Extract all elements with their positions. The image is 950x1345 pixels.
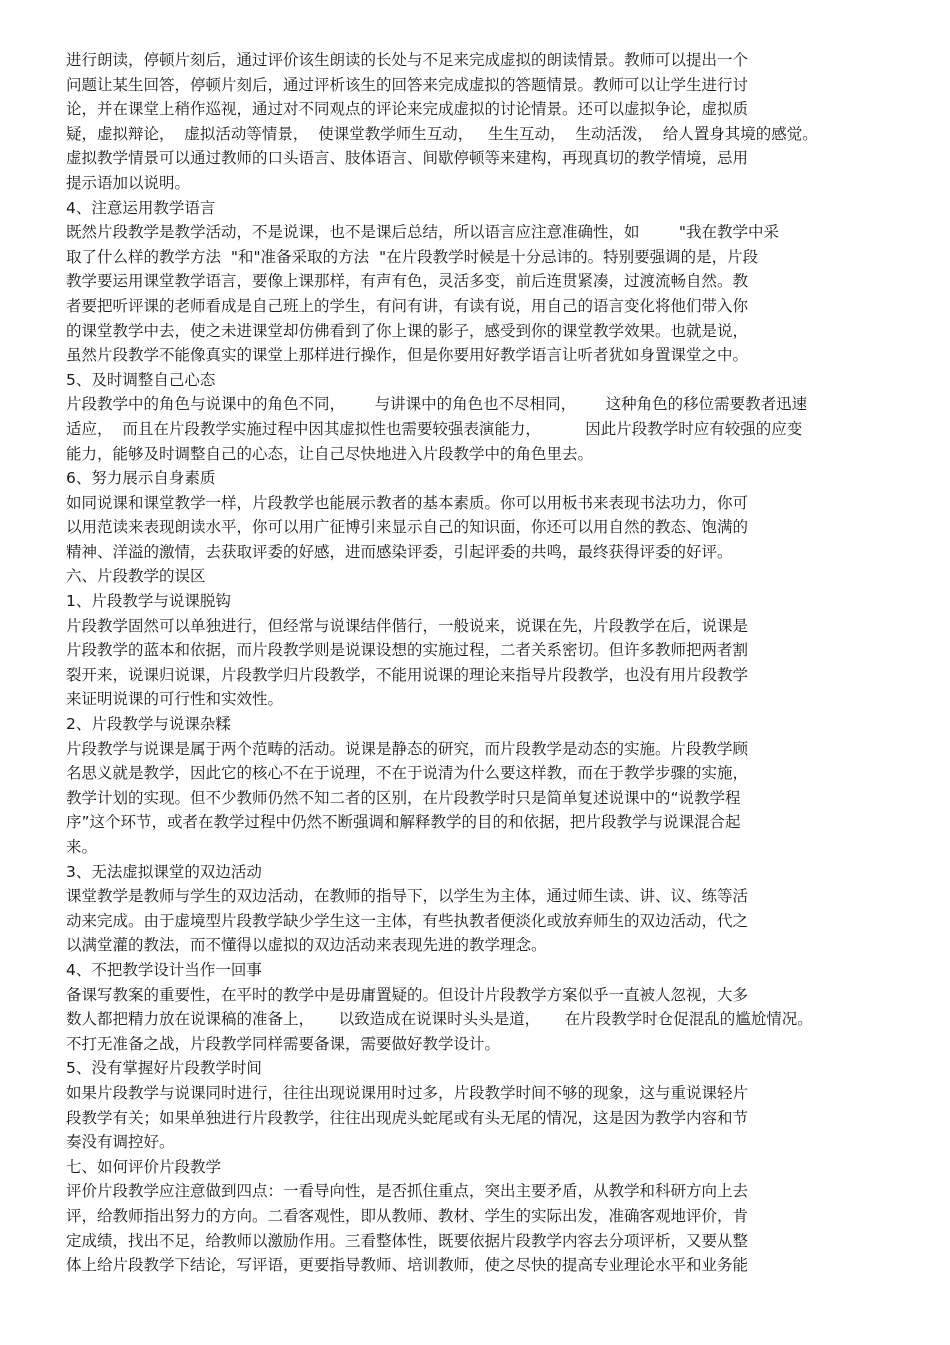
text-line: 片段教学固然可以单独进行，但经常与说课结伴偕行，一般说来，说课在先，片段教学在后，说课是 xyxy=(66,616,749,635)
text-line: 适应， 而且在片段教学实施过程中因其虚拟性也需要较强表演能力， 因此片段教学时应有较强的应变 xyxy=(66,419,803,438)
text-line: 评，给教师指出努力的方向。二看客观性，即从教师、教材、学生的实际出发，准确客观地评价，肯 xyxy=(66,1206,749,1225)
text-line: 评价片段教学应注意做到四点：一看导向性，是否抓住重点，突出主要矛盾，从教学和科研方向上去 xyxy=(66,1182,749,1201)
text-line: 七、如何评价片段教学 xyxy=(66,1157,222,1176)
text-line: 六、片段教学的误区 xyxy=(66,567,206,586)
text-line: 论，并在课堂上稍作巡视，通过对不同观点的评论来完成虚拟的讨论情景。还可以虚拟争论，虚拟质 xyxy=(66,100,749,119)
text-line: 定成绩，找出不足，给教师以激励作用。三看整体性，既要依据片段教学内容去分项评析，又要从整 xyxy=(66,1231,749,1250)
text-line: 4、不把教学设计当作一回事 xyxy=(66,960,262,979)
text-line: 如同说课和课堂教学一样，片段教学也能展示教者的基本素质。你可以用板书来表现书法功力，你可 xyxy=(66,493,749,512)
text-line: 问题让某生回答，停顿片刻后，通过评析该生的回答来完成虚拟的答题情景。教师可以让学生进行讨 xyxy=(66,75,749,94)
text-line: 来证明说课的可行性和实效性。 xyxy=(66,690,284,709)
text-line: 名思义就是教学，因此它的核心不在于说理，不在于说清为什么要这样教，而在于教学步骤的实施， xyxy=(66,764,749,783)
text-line: 教学要运用课堂教学语言，要像上课那样，有声有色，灵活多变，前后连贯紧凑，过渡流畅自然。教 xyxy=(66,272,749,291)
text-line: 2、片段教学与说课杂糅 xyxy=(66,715,231,734)
text-line: 6、努力展示自身素质 xyxy=(66,469,216,488)
text-line: 疑，虚拟辩论， 虚拟活动等情景， 使课堂教学师生互动， 生生互动， 生动活泼， 给人置身其境的感觉。 xyxy=(66,124,818,143)
text-line: 裂开来，说课归说课，片段教学归片段教学，不能用说课的理论来指导片段教学，也没有用片段教学 xyxy=(66,665,749,684)
text-line: 片段教学的蓝本和依据，而片段教学则是说课设想的实施过程，二者关系密切。但许多教师把两者割 xyxy=(66,641,749,660)
text-line: 虽然片段教学不能像真实的课堂上那样进行操作，但是你要用好教学语言让听者犹如身置课堂之中。 xyxy=(66,346,749,365)
text-line: 片段教学与说课是属于两个范畴的活动。说课是静态的研究，而片段教学是动态的实施。片段教学顾 xyxy=(66,739,749,758)
text-line: 动来完成。由于虚境型片段教学缺少学生这一主体，有些执教者便淡化或放弃师生的双边活动，代之 xyxy=(66,911,749,930)
text-line: 4、注意运用教学语言 xyxy=(66,198,216,217)
text-line: 教学计划的实现。但不少教师仍然不知二者的区别，在片段教学时只是简单复述说课中的“说教学程 xyxy=(66,788,741,807)
text-line: 5、没有掌握好片段教学时间 xyxy=(66,1059,262,1078)
text-line: 以满堂灌的教法，而不懂得以虚拟的双边活动来表现先进的教学理念。 xyxy=(66,936,547,955)
text-line: 精神、洋溢的激情，去获取评委的好感，进而感染评委，引起评委的共鸣，最终获得评委的好评。 xyxy=(66,542,733,561)
text-line: 片段教学中的角色与说课中的角色不同， 与讲课中的角色也不尽相同， 这种角色的移位需要教者迅速 xyxy=(66,395,808,414)
text-line: 序”这个环节，或者在教学过程中仍然不断强调和解释教学的目的和依据，把片段教学与说课混合起 xyxy=(66,813,741,832)
text-line: 体上给片段教学下结论，写评语，更要指导教师、培训教师，使之尽快的提高专业理论水平和业务能 xyxy=(66,1256,749,1275)
text-line: 虚拟教学情景可以通过教师的口头语言、肢体语言、间歇停顿等来建构，再现真切的教学情境，忌用 xyxy=(66,149,749,168)
text-line: 能力，能够及时调整自己的心态，让自己尽快地进入片段教学中的角色里去。 xyxy=(66,444,594,463)
text-line: 段教学有关；如果单独进行片段教学，往往出现虎头蛇尾或有头无尾的情况，这是因为教学内容和节 xyxy=(66,1108,749,1127)
text-line: 如果片段教学与说课同时进行，往往出现说课用时过多，片段教学时间不够的现象，这与重说课轻片 xyxy=(66,1083,749,1102)
text-line: 既然片段教学是教学活动，不是说课，也不是课后总结，所以语言应注意准确性，如 "我在教学中采 xyxy=(66,223,780,242)
text-line: 取了什么样的教学方法 "和"准备采取的方法 "在片段教学时候是十分忌讳的。特别要强调的是，片段 xyxy=(66,247,759,266)
text-line: 奏没有调控好。 xyxy=(66,1133,175,1152)
text-line: 不打无准备之战，片段教学同样需要备课，需要做好教学设计。 xyxy=(66,1034,501,1053)
text-line: 3、无法虚拟课堂的双边活动 xyxy=(66,862,262,881)
text-line: 的课堂教学中去，使之未进课堂却仿佛看到了你上课的影子，感受到你的课堂教学效果。也就是说， xyxy=(66,321,749,340)
document-body xyxy=(66,48,906,1278)
text-line: 提示语加以说明。 xyxy=(66,173,191,192)
text-line: 1、片段教学与说课脱钩 xyxy=(66,592,231,611)
text-line: 数人都把精力放在说课稿的准备上， 以致造成在说课时头头是道， 在片段教学时仓促混乱的尴尬情况。 xyxy=(66,1010,813,1029)
text-line: 课堂教学是教师与学生的双边活动，在教师的指导下，以学生为主体，通过师生读、讲、议、练等活 xyxy=(66,887,749,906)
text-line: 以用范读来表现朗读水平，你可以用广征博引来显示自己的知识面，你还可以用自然的教态、饱满的 xyxy=(66,518,749,537)
text-line: 者要把听评课的老师看成是自己班上的学生，有问有讲，有读有说，用自己的语言变化将他们带入你 xyxy=(66,296,749,315)
text-line: 备课写教案的重要性，在平时的教学中是毋庸置疑的。但设计片段教学方案似乎一直被人忽视，大多 xyxy=(66,985,749,1004)
text-line: 进行朗读，停顿片刻后，通过评价该生朗读的长处与不足来完成虚拟的朗读情景。教师可以提出一个 xyxy=(66,51,749,69)
text-line: 5、及时调整自己心态 xyxy=(66,370,216,389)
text-line: 来。 xyxy=(66,838,98,856)
